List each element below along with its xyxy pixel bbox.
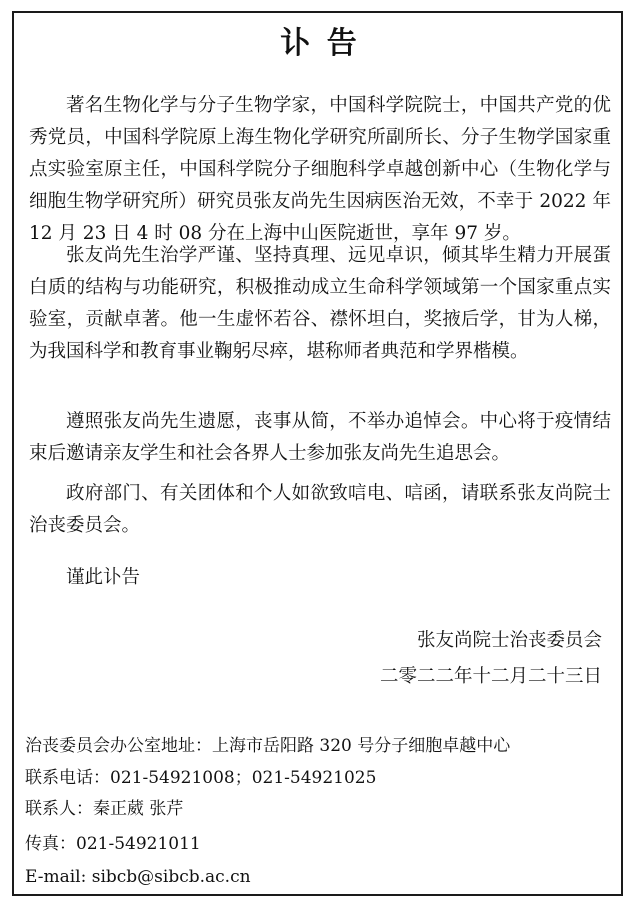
- paragraph-closing: 谨此讣告: [66, 567, 141, 588]
- contact-persons: 联系人：秦正葳 张芹: [25, 799, 184, 819]
- contact-email: E-mail: sibcb@sibcb.ac.cn: [25, 867, 251, 887]
- contact-phone: 联系电话：021-54921008；021-54921025: [25, 768, 377, 788]
- paragraph-achievements: 张友尚先生治学严谨、坚持真理、远见卓识，倾其毕生精力开展蛋白质的结构与功能研究，积极推动成立生命科学领域第一个国家重点实验室，贡献卓著。他一生虚怀若谷、襟怀坦白，奖掖后学，甘为人梯，为我国科学和教育事业鞠躬尽瘁，堪称师者典范和学界楷模。: [29, 245, 611, 362]
- contact-fax: 传真：021-54921011: [25, 834, 201, 854]
- paragraph-announcement: 著名生物化学与分子生物学家，中国科学院院士，中国共产党的优秀党员，中国科学院原上海生物化学研究所副所长、分子生物学国家重点实验室原主任，中国科学院分子细胞科学卓越创新中心（生物化学与细胞生物学研究所）研究员张友尚先生因病医治无效，不幸于 2022 年 12 月 23 日 4 时 08 分在上海中山医院逝世，享年 97 岁。: [29, 95, 611, 244]
- signature-committee: 张友尚院士治丧委员会: [416, 630, 602, 651]
- paragraph-funeral-arrangements: 遵照张友尚先生遗愿，丧事从简，不举办追悼会。中心将于疫情结束后邀请亲友学生和社会各界人士参加张友尚先生追思会。: [29, 411, 611, 464]
- page-title: 讣 告: [280, 26, 360, 61]
- signature-date: 二零二二年十二月二十三日: [379, 666, 602, 687]
- paragraph-condolences: 政府部门、有关团体和个人如欲致唁电、唁函，请联系张友尚院士治丧委员会。: [29, 483, 611, 536]
- contact-address: 治丧委员会办公室地址：上海市岳阳路 320 号分子细胞卓越中心: [25, 736, 511, 756]
